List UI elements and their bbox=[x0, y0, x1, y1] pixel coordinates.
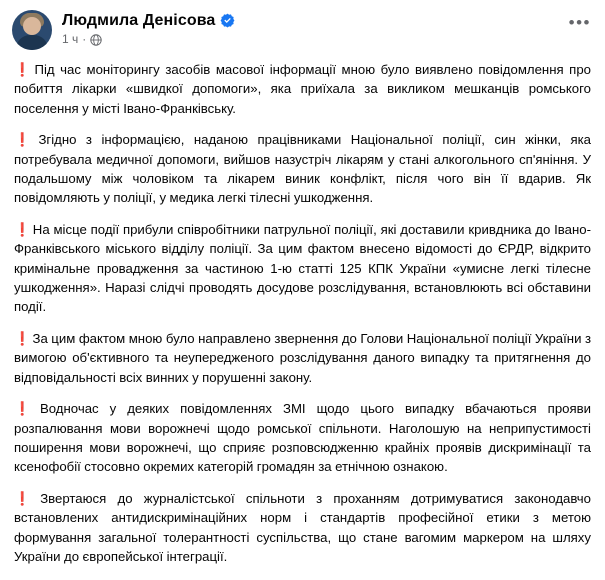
post-author-block bbox=[62, 10, 593, 47]
author-name-row bbox=[62, 11, 593, 30]
meta-separator: · bbox=[82, 32, 87, 46]
warning-marker-icon: ❗ bbox=[14, 490, 39, 506]
post-timestamp[interactable]: 1 ч bbox=[62, 32, 79, 46]
paragraph-text: На місце події прибули співробітники патрульної поліції, які доставили кривдника до Івано-Франківського міського відділу поліції. За цим фактом внесено відомості до ЄРДР, відкрито кримінальне провадження за частиною 1-ю статті 125 КПК України «умисне легкі тілесне ушкодження». Наразі слідчі проводять досудове розслідування, встановлюють всі обставини події. bbox=[14, 221, 591, 315]
avatar[interactable] bbox=[12, 10, 52, 50]
post-meta-row bbox=[62, 32, 593, 47]
warning-marker-icon: ❗ bbox=[14, 62, 33, 77]
globe-icon[interactable] bbox=[90, 34, 102, 46]
paragraph-text: Під час моніторингу засобів масової інформації мною було виявлено повідомлення про побиття лікарки «швидкої допомоги», яка приїхала за викликом мешканців ромського поселення у місті Івано-Франківську. bbox=[14, 62, 591, 116]
post-paragraph bbox=[14, 60, 591, 118]
avatar-body bbox=[16, 35, 48, 50]
post-paragraph bbox=[14, 489, 591, 567]
paragraph-text: Згідно з інформацією, наданою працівниками Національної поліції, син жінки, яка потребувала медичної допомоги, вийшов назустріч лікарям у стані алкогольного сп'яніння. У подальшому між чоловіком та лікарем виник конфлікт, після чого він її вдарив. Як повідомляють у поліції, у медика легкі тілесні ушкодження. bbox=[14, 132, 592, 206]
post-header bbox=[0, 0, 605, 54]
author-name[interactable]: Людмила Денісова bbox=[62, 12, 216, 29]
verified-badge-icon bbox=[220, 13, 235, 28]
post-paragraph bbox=[14, 130, 591, 208]
warning-marker-icon: ❗ bbox=[14, 330, 31, 346]
paragraph-text: Звертаюся до журналістської спільноти з проханням дотримуватися законодавчо встановлених антидискримінаційних норм і стандартів професійної етики з метою формування загальної толерантності суспільства, що стане вагомим маркером на шляху України до європейської інтеграції. bbox=[14, 490, 591, 564]
paragraph-text: За цим фактом мною було направлено звернення до Голови Національної поліції України з вимогою об'єктивного та неупередженого розслідування даного випадку та притягнення до відповідальності всіх винних у порушенні закону. bbox=[14, 330, 592, 385]
post-paragraph bbox=[14, 329, 591, 387]
paragraph-text: Водночас у деяких повідомленнях ЗМІ щодо цього випадку вбачаються прояви розпалювання мови ворожнечі щодо ромської спільноти. Наголошую на неприпустимості поширення мови ворожнечі, що сприяє розповсюдженню крайніх проявів дискримінації та ксенофобії стосовно окремих категорій громадян за етнічною ознакою. bbox=[14, 401, 591, 475]
post-options-button[interactable]: ••• bbox=[568, 13, 591, 32]
warning-marker-icon: ❗ bbox=[14, 132, 37, 148]
warning-marker-icon: ❗ bbox=[14, 221, 31, 237]
post-paragraph bbox=[14, 220, 591, 317]
post-body bbox=[0, 54, 605, 580]
avatar-face bbox=[23, 17, 41, 35]
post-paragraph bbox=[14, 399, 591, 477]
warning-marker-icon: ❗ bbox=[14, 401, 38, 417]
